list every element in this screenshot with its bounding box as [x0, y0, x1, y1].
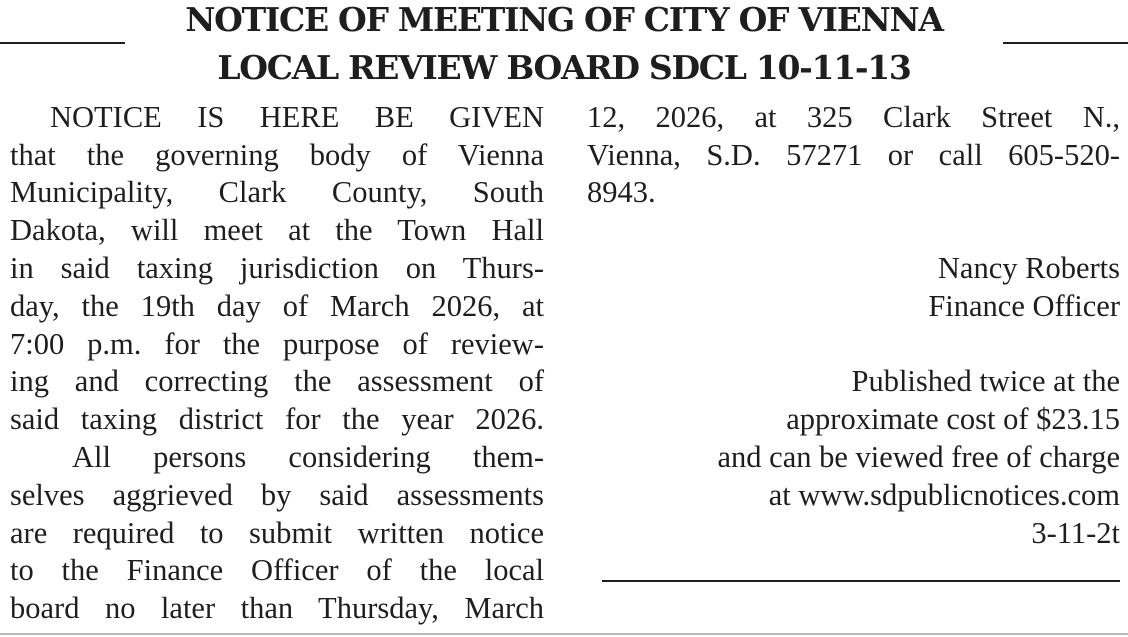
body-line: 8943.: [587, 175, 656, 209]
body-line: are required to submit written notice: [10, 516, 544, 550]
header-left-rule: [0, 42, 125, 44]
body-line: selves aggrieved by said assessments: [10, 478, 544, 512]
body-line: 7:00 p.m. for the purpose of review-: [10, 327, 544, 361]
body-line: Dakota, will meet at the Town Hall: [10, 213, 544, 247]
publication-line: Published twice at the: [851, 364, 1120, 398]
body-line: Vienna, S.D. 57271 or call 605-520-: [587, 138, 1120, 172]
notice-title-line-1: NOTICE OF MEETING OF CITY OF VIENNA: [185, 0, 943, 39]
body-line: said taxing district for the year 2026.: [10, 402, 544, 436]
signature-title: Finance Officer: [928, 289, 1120, 323]
closing-rule: [602, 580, 1120, 582]
publication-line: at www.sdpublicnotices.com: [768, 478, 1120, 512]
page-bottom-border: [0, 633, 1128, 635]
body-line: that the governing body of Vienna: [10, 138, 544, 172]
body-line: day, the 19th day of March 2026, at: [10, 289, 544, 323]
body-line: ing and correcting the assessment of: [10, 364, 544, 398]
publication-code: 3-11-2t: [1031, 516, 1120, 550]
body-line: board no later than Thursday, March: [10, 591, 544, 625]
body-line: to the Finance Officer of the local: [10, 553, 544, 587]
header-right-rule: [1003, 42, 1128, 44]
body-line: NOTICE IS HERE BE GIVEN: [50, 100, 544, 134]
signature-name: Nancy Roberts: [937, 251, 1120, 285]
body-line: All persons considering them-: [72, 440, 544, 474]
publication-line: and can be viewed free of charge: [717, 440, 1120, 474]
publication-line: approximate cost of $23.15: [786, 402, 1120, 436]
body-line: in said taxing jurisdiction on Thurs-: [10, 251, 544, 285]
notice-title-line-2: LOCAL REVIEW BOARD SDCL 10-11-13: [217, 48, 911, 87]
notice-header: [0, 0, 1128, 96]
body-line: 12, 2026, at 325 Clark Street N.,: [587, 100, 1120, 134]
body-line: Municipality, Clark County, South: [10, 175, 544, 209]
